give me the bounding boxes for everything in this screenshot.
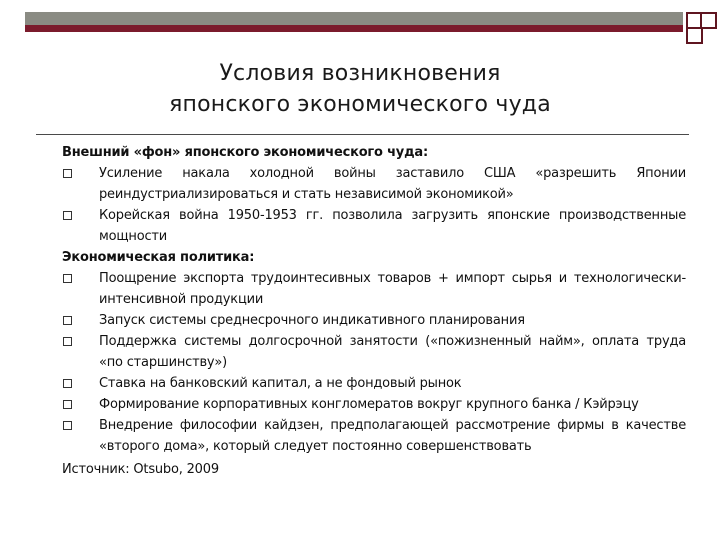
square-bullet-icon bbox=[63, 211, 72, 220]
bullet-list-external bbox=[62, 163, 686, 247]
title-divider bbox=[36, 134, 689, 135]
slide-title-line-1: Условия возникновения bbox=[219, 61, 501, 86]
square-bullet-icon bbox=[63, 274, 72, 283]
list-item bbox=[62, 163, 686, 205]
square-bullet-icon bbox=[63, 169, 72, 178]
list-item-text: Корейская война 1950-1953 гг. позволила загрузить японские производственные мощности bbox=[99, 208, 686, 244]
list-item bbox=[62, 310, 686, 331]
list-item-text: Усиление накала холодной войны заставило США «разрешить Японии реиндустриализироваться и стать независимой экономикой» bbox=[99, 166, 686, 202]
list-item bbox=[62, 268, 686, 310]
list-item-text: Поощрение экспорта трудоинтесивных товаров + импорт сырья и технологически-интенсивной продукции bbox=[99, 271, 686, 307]
list-item-text: Поддержка системы долгосрочной занятости («пожизненный найм», оплата труда «по старшинству») bbox=[99, 334, 686, 370]
slide-title-line-2: японского экономического чуда bbox=[169, 92, 551, 117]
list-item bbox=[62, 415, 686, 457]
list-item-text: Формирование корпоративных конгломератов вокруг крупного банка / Кэйрэцу bbox=[99, 397, 639, 412]
list-item bbox=[62, 331, 686, 373]
source-citation: Источник: Otsubo, 2009 bbox=[62, 462, 219, 477]
list-item-text: Запуск системы среднесрочного индикативного планирования bbox=[99, 313, 525, 328]
slide-body bbox=[62, 142, 686, 480]
square-bullet-icon bbox=[63, 400, 72, 409]
section-heading-external: Внешний «фон» японского экономического чуда: bbox=[62, 145, 428, 160]
corner-square-decoration bbox=[686, 27, 703, 44]
list-item-text: Внедрение философии кайдзен, предполагающей рассмотрение фирмы в качестве «второго дома», который следует постоянно совершенствовать bbox=[99, 418, 686, 454]
bullet-list-policy bbox=[62, 268, 686, 457]
header-band bbox=[25, 12, 683, 32]
slide-title bbox=[70, 58, 650, 120]
list-item bbox=[62, 373, 686, 394]
square-bullet-icon bbox=[63, 421, 72, 430]
square-bullet-icon bbox=[63, 379, 72, 388]
list-item-text: Ставка на банковский капитал, а не фондовый рынок bbox=[99, 376, 462, 391]
list-item bbox=[62, 205, 686, 247]
list-item bbox=[62, 394, 686, 415]
square-bullet-icon bbox=[63, 337, 72, 346]
section-heading-policy: Экономическая политика: bbox=[62, 250, 255, 265]
square-bullet-icon bbox=[63, 316, 72, 325]
